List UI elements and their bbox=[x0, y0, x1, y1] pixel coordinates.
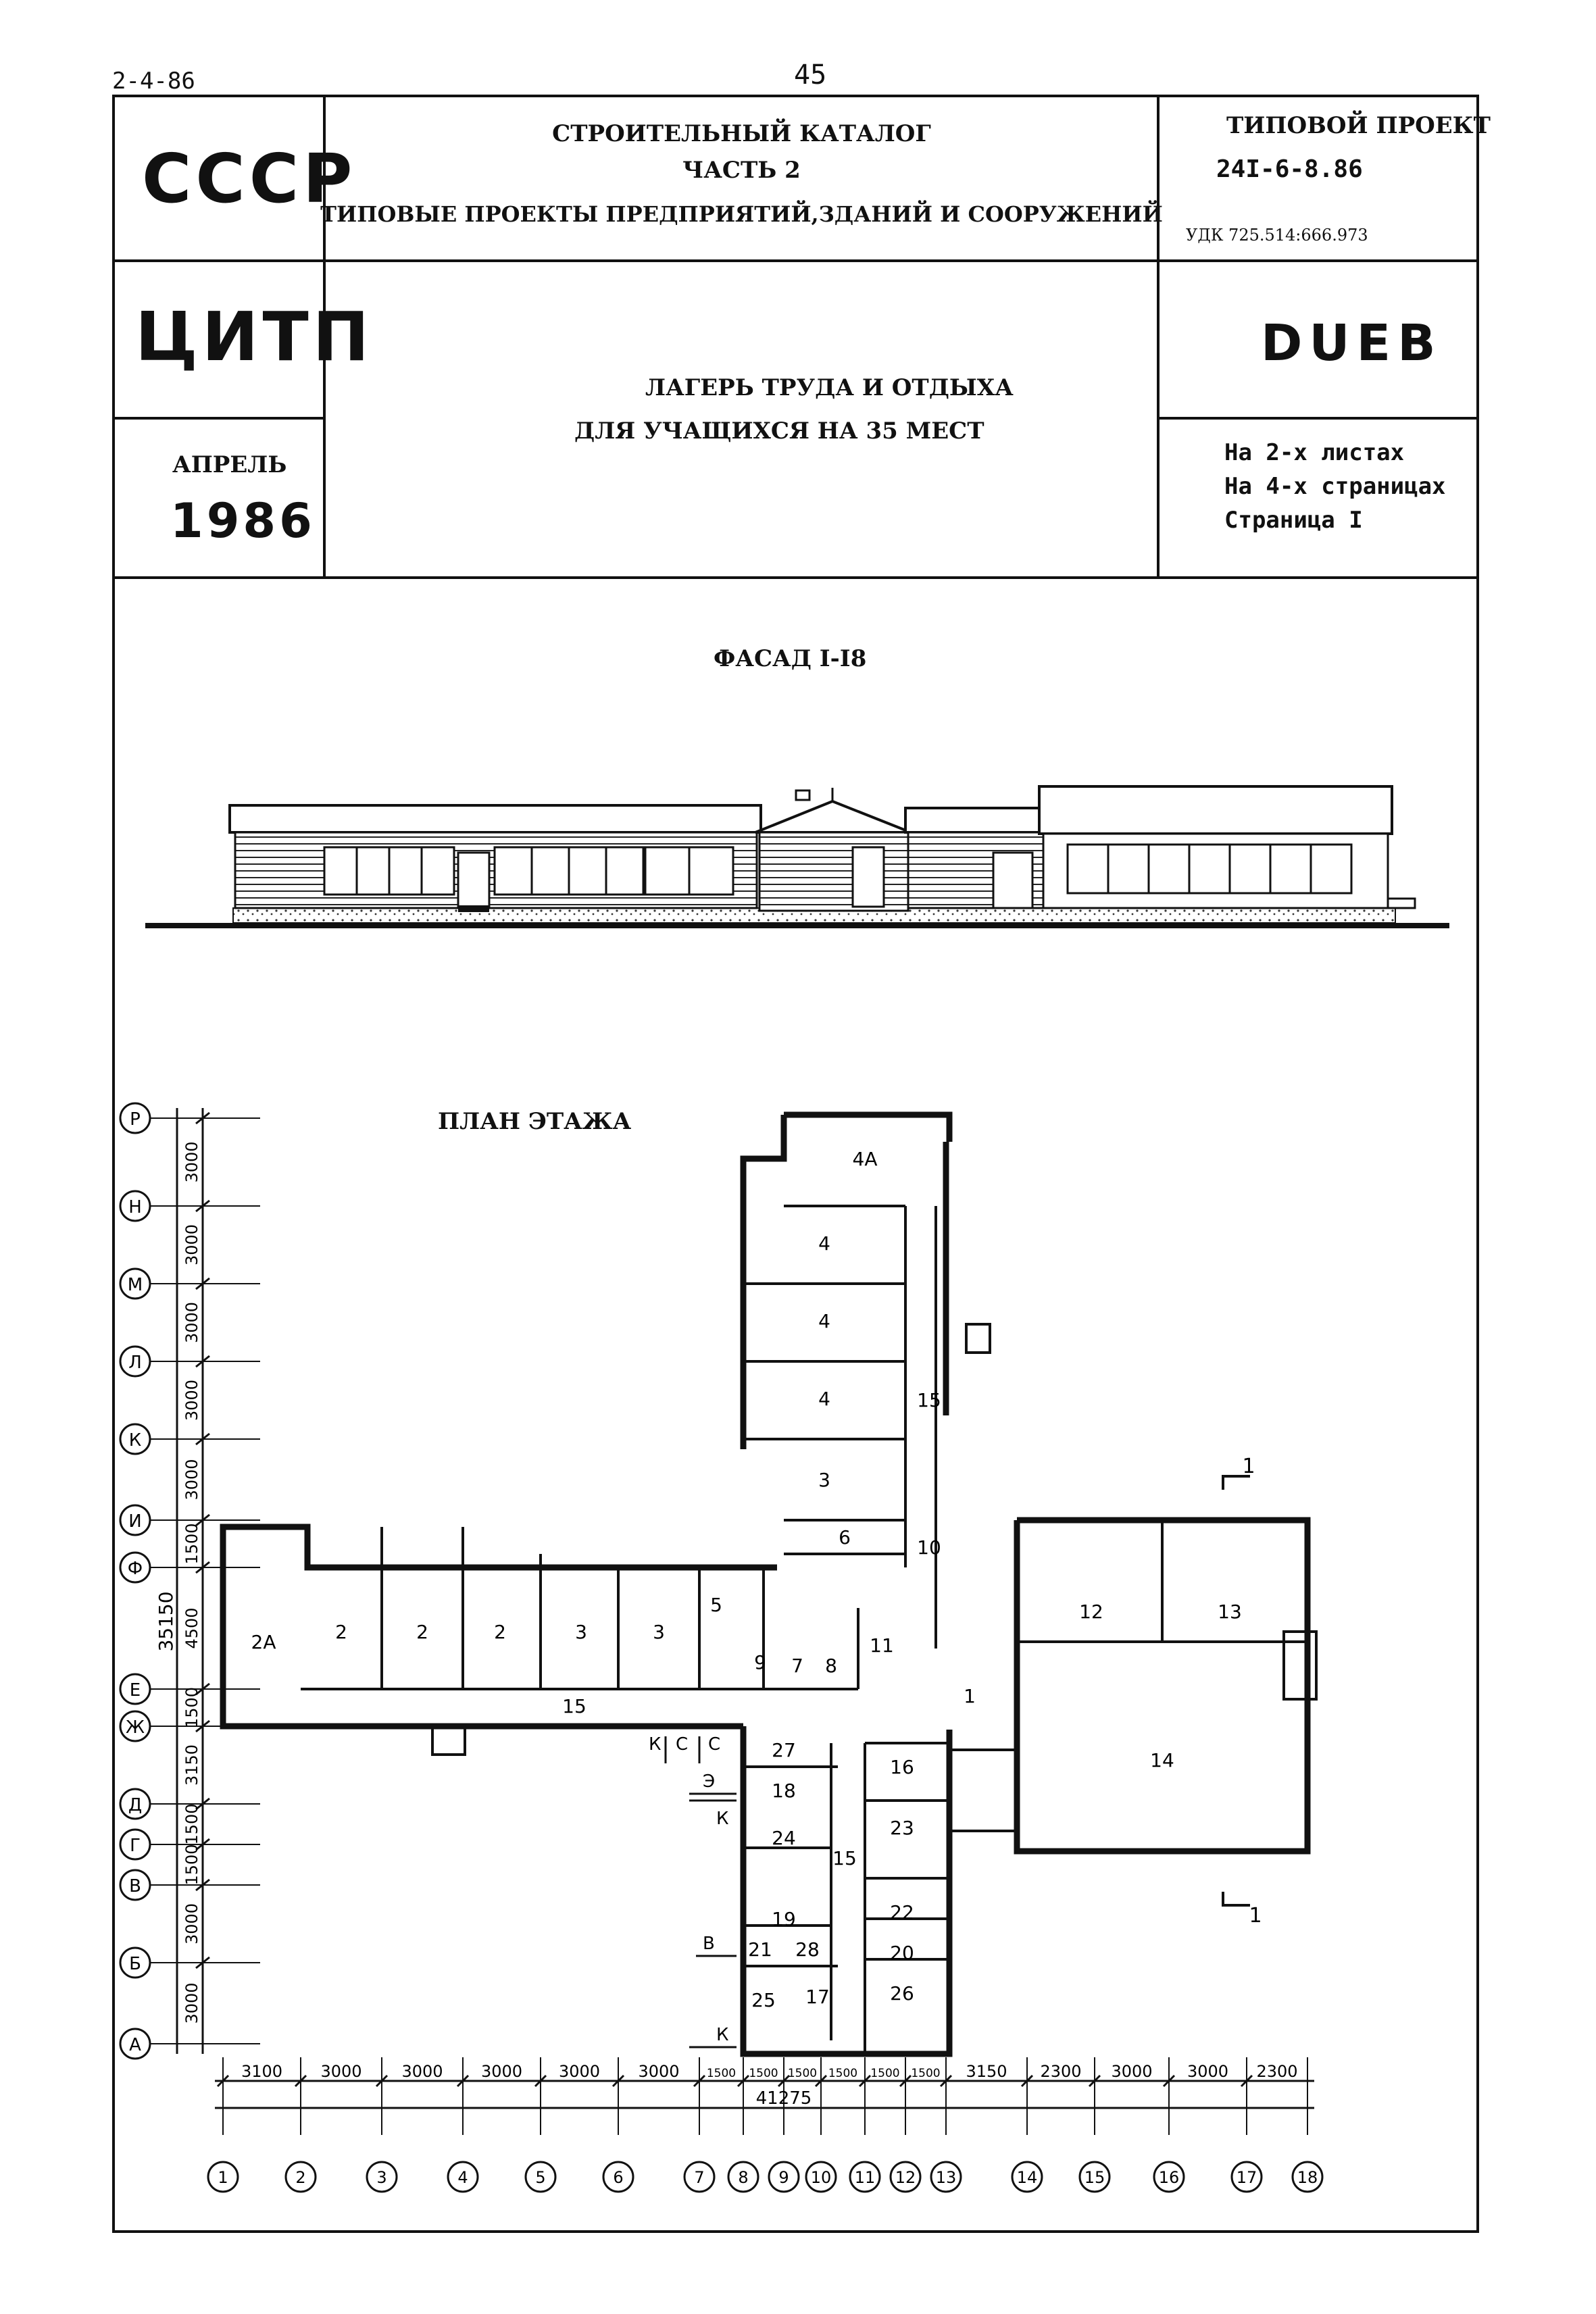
row-axis-label: А bbox=[129, 2035, 141, 2055]
room-number: 4А bbox=[852, 1148, 878, 1170]
column-axis-label: 17 bbox=[1236, 2168, 1257, 2187]
column-dimension: 3000 bbox=[558, 2062, 601, 2081]
facade-title: ФАСАД I-I8 bbox=[714, 645, 867, 672]
row-dimension: 3000 bbox=[182, 1301, 201, 1344]
room-number: 5 bbox=[710, 1594, 722, 1616]
column-axis-label: 18 bbox=[1297, 2168, 1318, 2187]
column-dimension: 1500 bbox=[911, 2067, 941, 2080]
column-dimension: 1500 bbox=[828, 2067, 858, 2080]
row-dimension: 1500 bbox=[182, 1803, 201, 1845]
row-axis-label: Е bbox=[129, 1680, 141, 1701]
row-dimension: 1500 bbox=[182, 1686, 201, 1729]
column-dimension: 2300 bbox=[1040, 2062, 1082, 2081]
section-mark-top: 1 bbox=[1242, 1455, 1255, 1478]
column-axis-label: 8 bbox=[738, 2168, 749, 2187]
column-axis-label: 3 bbox=[376, 2168, 387, 2187]
project-number: 24I-6-8.86 bbox=[1216, 155, 1363, 183]
room-number: 24 bbox=[772, 1827, 796, 1849]
row-axis-label: К bbox=[128, 1430, 142, 1451]
room-labels bbox=[251, 1148, 1242, 2011]
room-number: 3 bbox=[818, 1469, 830, 1491]
column-dimension: 3000 bbox=[1111, 2062, 1153, 2081]
column-dimension: 3000 bbox=[638, 2062, 680, 2081]
page-index: Страница I bbox=[1224, 507, 1363, 534]
room-number: 14 bbox=[1150, 1749, 1174, 1771]
row-axis-label: Н bbox=[128, 1197, 142, 1217]
room-number: 6 bbox=[839, 1526, 851, 1549]
row-total-dimension: 35150 bbox=[155, 1591, 177, 1652]
room-number: 11 bbox=[870, 1634, 894, 1657]
sheets-count: На 2-х листах bbox=[1224, 439, 1405, 466]
row-dimension: 3000 bbox=[182, 1982, 201, 2024]
row-dimension: 1500 bbox=[182, 1523, 201, 1565]
room-number: 2А bbox=[251, 1631, 276, 1653]
column-axis-label: 5 bbox=[535, 2168, 546, 2187]
room-number: 15 bbox=[917, 1389, 941, 1411]
row-axis-label: Л bbox=[128, 1353, 142, 1373]
row-axis-label: Ф bbox=[127, 1559, 143, 1579]
room-number: 2 bbox=[494, 1621, 506, 1643]
room-number: 15 bbox=[562, 1695, 587, 1717]
flow-marks bbox=[649, 1734, 728, 2045]
corner-code: 2-4-86 bbox=[112, 68, 195, 95]
room-number: 13 bbox=[1218, 1601, 1242, 1623]
column-dimension: 1500 bbox=[870, 2067, 900, 2080]
column-axis-label: 13 bbox=[935, 2168, 957, 2187]
column-dimension: 3150 bbox=[966, 2062, 1007, 2081]
column-dimension: 1500 bbox=[749, 2067, 778, 2080]
flow-mark: С bbox=[676, 1734, 689, 1755]
issue-month: АПРЕЛЬ bbox=[172, 451, 287, 478]
plan-title: ПЛАН ЭТАЖА bbox=[438, 1108, 632, 1135]
catalog-line2: ЧАСТЬ 2 bbox=[682, 157, 801, 184]
column-axis-label: 9 bbox=[778, 2168, 789, 2187]
column-axis-label: 14 bbox=[1016, 2168, 1038, 2187]
room-number: 7 bbox=[791, 1655, 803, 1677]
exterior-walls bbox=[223, 1115, 1307, 2054]
room-number: 3 bbox=[575, 1621, 587, 1643]
room-number: 3 bbox=[653, 1621, 665, 1643]
org-ussr: СССР bbox=[142, 139, 357, 218]
column-dimension: 1500 bbox=[787, 2067, 818, 2080]
room-number: 22 bbox=[890, 1901, 914, 1923]
room-number: 2 bbox=[335, 1621, 347, 1643]
row-dimension: 3000 bbox=[182, 1459, 201, 1501]
udk-code: УДК 725.514:666.973 bbox=[1186, 226, 1368, 245]
section-cut-lines bbox=[1223, 1476, 1250, 1905]
section-mark-bottom: 1 bbox=[1249, 1904, 1262, 1928]
stamp-code: DUEB bbox=[1261, 314, 1443, 372]
flow-mark: С bbox=[708, 1734, 721, 1755]
catalog-line1: СТРОИТЕЛЬНЫЙ КАТАЛОГ bbox=[552, 120, 931, 147]
row-dimension: 3000 bbox=[182, 1379, 201, 1422]
interior-walls bbox=[301, 1206, 1316, 2054]
room-number: 2 bbox=[416, 1621, 428, 1643]
column-total-dimension: 41275 bbox=[755, 2088, 812, 2109]
column-axis-label: 12 bbox=[895, 2168, 916, 2187]
column-axis-label: 10 bbox=[810, 2168, 832, 2187]
row-axis-label: М bbox=[127, 1275, 143, 1295]
project-title-line1: ЛАГЕРЬ ТРУДА И ОТДЫХА bbox=[645, 374, 1014, 401]
column-dimension: 3100 bbox=[241, 2062, 283, 2081]
row-axis-label: Ж bbox=[125, 1717, 145, 1738]
flow-mark: К bbox=[716, 1809, 729, 1829]
room-number: 19 bbox=[772, 1908, 796, 1930]
room-number: 17 bbox=[805, 1986, 830, 2008]
room-number: 21 bbox=[748, 1938, 772, 1961]
catalog-line3: ТИПОВЫЕ ПРОЕКТЫ ПРЕДПРИЯТИЙ,ЗДАНИЙ И СООРУЖЕНИЙ bbox=[320, 201, 1163, 227]
room-number: 27 bbox=[772, 1739, 796, 1761]
pages-count: На 4-х страницах bbox=[1224, 473, 1446, 500]
room-number: 8 bbox=[825, 1655, 837, 1677]
row-dimension: 3150 bbox=[182, 1744, 201, 1786]
row-axis-label: Г bbox=[130, 1836, 141, 1856]
room-number: 20 bbox=[890, 1942, 914, 1964]
column-axis-label: 4 bbox=[457, 2168, 468, 2187]
room-number: 23 bbox=[890, 1817, 914, 1839]
column-dimension: 3000 bbox=[480, 2062, 523, 2081]
issue-year: 1986 bbox=[170, 493, 316, 549]
column-axis-label: 11 bbox=[854, 2168, 876, 2187]
flow-mark: К bbox=[649, 1734, 662, 1755]
room-number: 4 bbox=[818, 1388, 830, 1410]
room-number: 15 bbox=[832, 1847, 857, 1869]
row-dimension: 1500 bbox=[182, 1844, 201, 1886]
row-axis-label: И bbox=[128, 1511, 142, 1532]
room-number: 25 bbox=[751, 1989, 776, 2011]
project-label: ТИПОВОЙ ПРОЕКТ bbox=[1226, 112, 1491, 139]
flow-mark: К bbox=[716, 2025, 729, 2045]
project-title-line2: ДЛЯ УЧАЩИХСЯ НА 35 МЕСТ bbox=[574, 418, 984, 445]
row-axis-label: Д bbox=[128, 1795, 143, 1815]
room-number: 10 bbox=[917, 1536, 941, 1559]
room-number: 16 bbox=[890, 1756, 914, 1778]
column-axis-label: 15 bbox=[1084, 2168, 1105, 2187]
column-dimension: 3000 bbox=[320, 2062, 362, 2081]
column-axis-label: 16 bbox=[1158, 2168, 1180, 2187]
org-citp: ЦИТП bbox=[135, 297, 374, 376]
row-axis-label: Б bbox=[129, 1954, 141, 1974]
dimension-lines bbox=[155, 1108, 1314, 2109]
row-dimension: 4500 bbox=[182, 1607, 201, 1649]
row-dimension: 3000 bbox=[182, 1224, 201, 1266]
room-number: 28 bbox=[795, 1938, 820, 1961]
column-axis-label: 6 bbox=[613, 2168, 624, 2187]
row-axis-label: Р bbox=[130, 1109, 141, 1130]
page-number: 45 bbox=[794, 59, 827, 91]
row-dimension: 3000 bbox=[182, 1141, 201, 1183]
row-axis-label: В bbox=[129, 1876, 141, 1896]
flow-mark: В bbox=[703, 1934, 715, 1954]
room-number: 4 bbox=[818, 1232, 830, 1255]
column-dimension: 3000 bbox=[401, 2062, 443, 2081]
column-dimension: 3000 bbox=[1187, 2062, 1229, 2081]
column-axis-label: 2 bbox=[295, 2168, 306, 2187]
room-number: 26 bbox=[890, 1982, 914, 2005]
room-number: 9 bbox=[754, 1651, 766, 1674]
room-number: 18 bbox=[772, 1780, 796, 1802]
room-number: 1 bbox=[964, 1685, 976, 1707]
column-axis-label: 7 bbox=[694, 2168, 705, 2187]
room-number: 4 bbox=[818, 1310, 830, 1332]
row-dimension: 3000 bbox=[182, 1903, 201, 1945]
column-axis-label: 1 bbox=[218, 2168, 228, 2187]
flow-arrows bbox=[666, 1736, 737, 2047]
column-dimension: 1500 bbox=[706, 2067, 737, 2080]
column-dimension: 2300 bbox=[1256, 2062, 1298, 2081]
room-number: 12 bbox=[1079, 1601, 1103, 1623]
flow-mark: Э bbox=[703, 1771, 716, 1792]
